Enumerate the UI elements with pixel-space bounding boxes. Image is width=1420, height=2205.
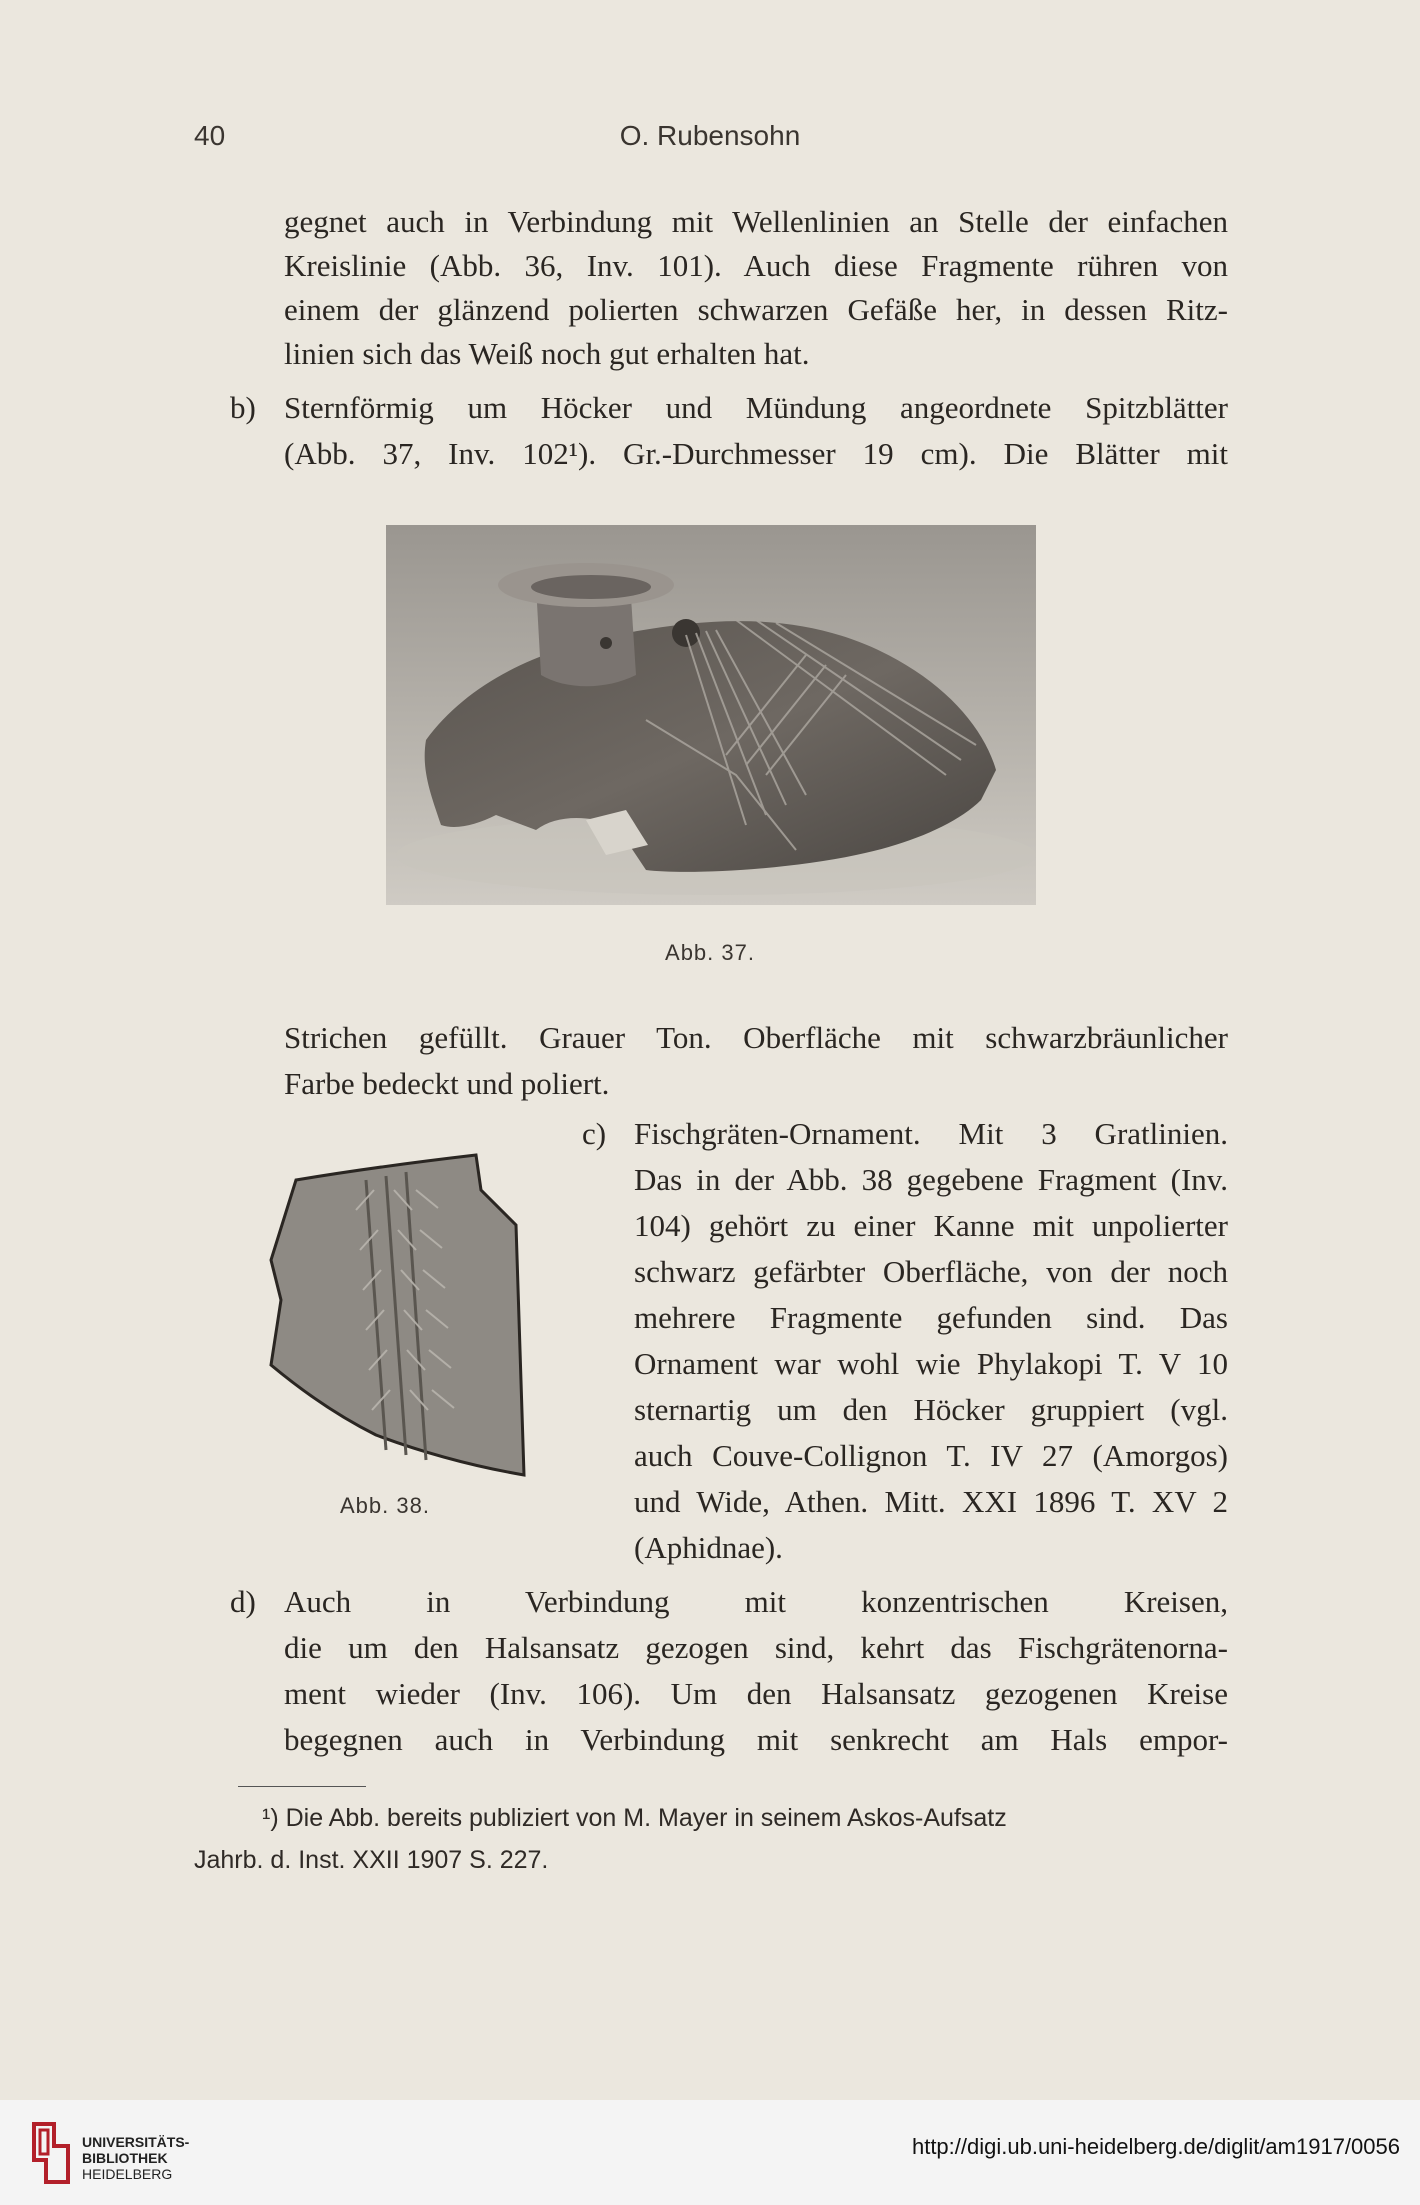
figure-38-caption: Abb. 38. — [340, 1493, 430, 1518]
text-line: Ornament war wohl wie Phylakopi T. V 10 — [634, 1346, 1228, 1381]
text-line: Strichen gefüllt. Grauer Ton. Oberfläche mit schwarzbräunlicher — [284, 1020, 1228, 1055]
text-line: sternartig um den Höcker gruppiert (vgl. — [634, 1392, 1228, 1427]
text-line: linien sich das Weiß noch gut erhalten hat. — [284, 336, 810, 371]
text-line: mehrere Fragmente gefunden sind. Das — [634, 1300, 1228, 1335]
list-marker: c) — [582, 1116, 607, 1151]
source-url-link[interactable]: http://digi.ub.uni-heidelberg.de/diglit/am1917/0056 — [911, 2134, 1400, 2159]
text-line: (Abb. 37, Inv. 102¹). Gr.-Durchmesser 19 cm). Die Blätter mit — [284, 436, 1228, 471]
text-line: auch Couve-Collignon T. IV 27 (Amorgos) — [634, 1438, 1228, 1473]
library-footer — [0, 2100, 1420, 2205]
text-line: schwarz gefärbter Oberfläche, von der noch — [634, 1254, 1228, 1289]
text-line: gegnet auch in Verbindung mit Wellenlinien an Stelle der einfachen — [284, 204, 1228, 239]
footnote-line: ¹) Die Abb. bereits publiziert von M. Mayer in seinem Askos-Aufsatz — [262, 1804, 1007, 1832]
text-line: Auch in Verbindung mit konzentrischen Kreisen, — [284, 1584, 1228, 1619]
library-name: UNIVERSITÄTS- BIBLIOTHEK HEIDELBERG — [82, 2134, 190, 2182]
text-line: und Wide, Athen. Mitt. XXI 1896 T. XV 2 — [634, 1484, 1228, 1519]
text-line: 104) gehört zu einer Kanne mit unpolierter — [634, 1208, 1228, 1243]
text-line: die um den Halsansatz gezogen sind, kehrt das Fischgrätenorna- — [284, 1630, 1228, 1665]
text-line: Kreislinie (Abb. 36, Inv. 101). Auch diese Fragmente rühren von — [284, 248, 1228, 283]
text-line: ment wieder (Inv. 106). Um den Halsansatz gezogenen Kreise — [284, 1676, 1228, 1711]
figure-37-caption: Abb. 37. — [665, 940, 755, 965]
footnote-line: Jahrb. d. Inst. XXII 1907 S. 227. — [194, 1846, 549, 1874]
text-line: Das in der Abb. 38 gegebene Fragment (Inv. — [634, 1162, 1228, 1197]
text-line: Sternförmig um Höcker und Mündung angeordnete Spitzblätter — [284, 390, 1228, 425]
text-line: Farbe bedeckt und poliert. — [284, 1066, 610, 1101]
text-line: Fischgräten-Ornament. Mit 3 Gratlinien. — [634, 1116, 1228, 1151]
text-line: einem der glänzend polierten schwarzen Gefäße her, in dessen Ritz- — [284, 292, 1228, 327]
page-number: 40 — [194, 120, 226, 151]
running-title: O. Rubensohn — [619, 120, 801, 151]
text-line: (Aphidnae). — [634, 1530, 783, 1565]
footnote-rule — [238, 1786, 366, 1787]
figure-37-photo — [386, 525, 1036, 905]
figure-38-photo — [266, 1150, 526, 1480]
list-marker: b) — [230, 390, 256, 425]
library-logo-icon — [28, 2116, 72, 2188]
list-marker: d) — [230, 1584, 256, 1619]
text-line: begegnen auch in Verbindung mit senkrecht am Hals empor- — [284, 1722, 1228, 1757]
